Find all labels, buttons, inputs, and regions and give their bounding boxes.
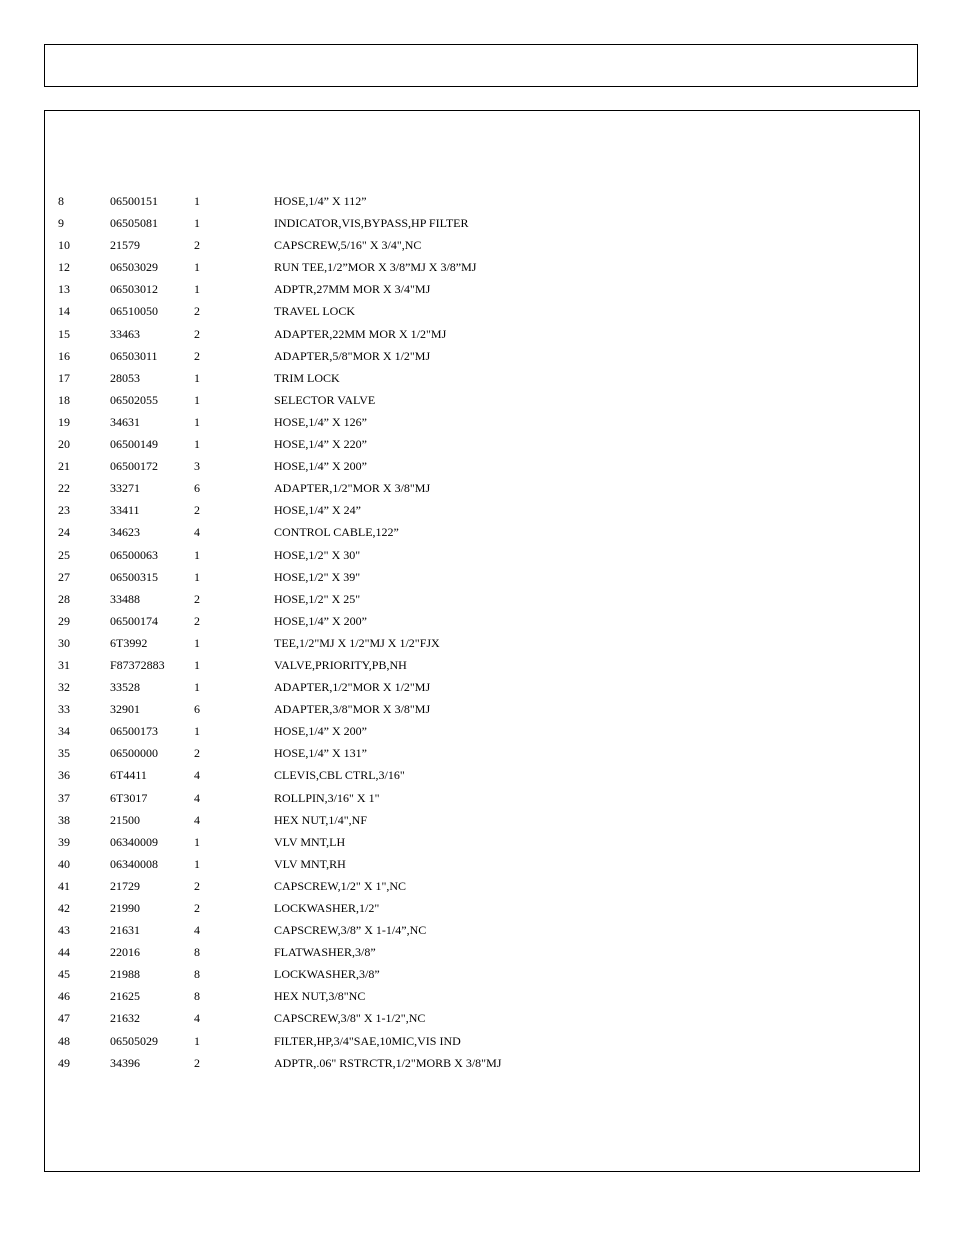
part-number: 34631	[110, 414, 140, 429]
description: CAPSCREW,3/8” X 1-1/4”,NC	[274, 923, 427, 938]
description: HOSE,1/4” X 200”	[274, 459, 367, 474]
description: ROLLPIN,3/16" X 1"	[274, 790, 380, 805]
item-number: 19	[58, 414, 70, 429]
description: CLEVIS,CBL CTRL,3/16"	[274, 768, 405, 783]
quantity: 1	[194, 414, 200, 429]
description: CONTROL CABLE,122”	[274, 525, 399, 540]
part-number: 21632	[110, 1011, 140, 1026]
item-number: 39	[58, 834, 70, 849]
part-number: 06503012	[110, 282, 158, 297]
table-row	[58, 499, 898, 521]
description: ADAPTER,1/2"MOR X 3/8"MJ	[274, 481, 431, 496]
description: HEX NUT,1/4",NF	[274, 812, 368, 827]
quantity: 4	[194, 525, 200, 540]
quantity: 4	[194, 812, 200, 827]
description: ADAPTER,1/2"MOR X 1/2"MJ	[274, 680, 431, 695]
description: ADPTR,.06" RSTRCTR,1/2"MORB X 3/8"MJ	[274, 1055, 502, 1070]
table-row	[58, 234, 898, 256]
table-row	[58, 477, 898, 499]
table-row	[58, 875, 898, 897]
quantity: 1	[194, 370, 200, 385]
item-number: 16	[58, 348, 70, 363]
part-number: 33528	[110, 680, 140, 695]
quantity: 8	[194, 945, 200, 960]
item-number: 45	[58, 967, 70, 982]
item-number: 35	[58, 746, 70, 761]
part-number: 06500063	[110, 547, 158, 562]
quantity: 1	[194, 856, 200, 871]
item-number: 34	[58, 724, 70, 739]
item-number: 22	[58, 481, 70, 496]
part-number: 06505081	[110, 216, 158, 231]
part-number: 34396	[110, 1055, 140, 1070]
part-number: 06340009	[110, 834, 158, 849]
quantity: 2	[194, 613, 200, 628]
description: ADAPTER,3/8"MOR X 3/8"MJ	[274, 702, 431, 717]
quantity: 2	[194, 591, 200, 606]
table-row	[58, 764, 898, 786]
description: HOSE,1/2" X 39"	[274, 569, 361, 584]
quantity: 3	[194, 459, 200, 474]
quantity: 6	[194, 481, 200, 496]
table-row	[58, 323, 898, 345]
quantity: 8	[194, 989, 200, 1004]
item-number: 46	[58, 989, 70, 1004]
table-row	[58, 566, 898, 588]
item-number: 33	[58, 702, 70, 717]
part-number: 06340008	[110, 856, 158, 871]
description: ADAPTER,22MM MOR X 1/2"MJ	[274, 326, 447, 341]
part-number: 34623	[110, 525, 140, 540]
quantity: 4	[194, 923, 200, 938]
table-row	[58, 676, 898, 698]
description: ADPTR,27MM MOR X 3/4"MJ	[274, 282, 431, 297]
description: LOCKWASHER,3/8”	[274, 967, 380, 982]
description: RUN TEE,1/2”MOR X 3/8”MJ X 3/8”MJ	[274, 260, 477, 275]
description: HOSE,1/4” X 200”	[274, 724, 367, 739]
description: FLATWASHER,3/8”	[274, 945, 376, 960]
item-number: 47	[58, 1011, 70, 1026]
table-row	[58, 411, 898, 433]
quantity: 1	[194, 680, 200, 695]
part-number: 06500315	[110, 569, 158, 584]
part-number: 6T4411	[110, 768, 147, 783]
table-row	[58, 985, 898, 1007]
item-number: 18	[58, 392, 70, 407]
description: HOSE,1/2" X 25"	[274, 591, 361, 606]
item-number: 23	[58, 503, 70, 518]
table-row	[58, 610, 898, 632]
description: HOSE,1/4” X 126”	[274, 414, 367, 429]
table-row	[58, 212, 898, 234]
quantity: 2	[194, 503, 200, 518]
part-number: 21729	[110, 878, 140, 893]
quantity: 4	[194, 768, 200, 783]
part-number: 06500172	[110, 459, 158, 474]
item-number: 21	[58, 459, 70, 474]
quantity: 1	[194, 216, 200, 231]
description: HOSE,1/4” X 24”	[274, 503, 361, 518]
description: VALVE,PRIORITY,PB,NH	[274, 657, 407, 672]
part-number: 6T3992	[110, 635, 148, 650]
table-row	[58, 698, 898, 720]
item-number: 42	[58, 901, 70, 915]
table-row	[58, 632, 898, 654]
quantity: 1	[194, 724, 200, 739]
quantity: 2	[194, 746, 200, 761]
description: ADAPTER,5/8"MOR X 1/2"MJ	[274, 348, 431, 363]
table-row	[58, 433, 898, 455]
description: LOCKWASHER,1/2"	[274, 901, 380, 915]
parts-list	[58, 190, 898, 1074]
table-row	[58, 720, 898, 742]
quantity: 1	[194, 547, 200, 562]
description: FILTER,HP,3/4"SAE,10MIC,VIS IND	[274, 1033, 461, 1048]
item-number: 24	[58, 525, 70, 540]
item-number: 14	[58, 304, 70, 319]
table-row	[58, 256, 898, 278]
item-number: 25	[58, 547, 70, 562]
part-number: 21988	[110, 967, 140, 982]
description: VLV MNT,LH	[274, 834, 346, 849]
item-number: 44	[58, 945, 70, 960]
quantity: 4	[194, 790, 200, 805]
part-number: 33488	[110, 591, 140, 606]
description: CAPSCREW,5/16" X 3/4",NC	[274, 238, 422, 253]
item-number: 36	[58, 768, 70, 783]
item-number: 49	[58, 1055, 70, 1070]
item-number: 13	[58, 282, 70, 297]
item-number: 9	[58, 216, 64, 231]
quantity: 1	[194, 834, 200, 849]
part-number: 21579	[110, 238, 140, 253]
table-row	[58, 809, 898, 831]
part-number: 06500151	[110, 194, 158, 208]
item-number: 48	[58, 1033, 70, 1048]
description: TEE,1/2"MJ X 1/2"MJ X 1/2"FJX	[274, 635, 440, 650]
part-number: 28053	[110, 370, 140, 385]
part-number: 21631	[110, 923, 140, 938]
item-number: 27	[58, 569, 70, 584]
quantity: 1	[194, 1033, 200, 1048]
item-number: 28	[58, 591, 70, 606]
table-row	[58, 941, 898, 963]
part-number: 21990	[110, 901, 140, 915]
quantity: 2	[194, 326, 200, 341]
part-number: 06500000	[110, 746, 158, 761]
quantity: 1	[194, 282, 200, 297]
quantity: 1	[194, 657, 200, 672]
quantity: 1	[194, 392, 200, 407]
quantity: 1	[194, 194, 200, 208]
item-number: 29	[58, 613, 70, 628]
part-number: 06503011	[110, 348, 158, 363]
part-number: 06500174	[110, 613, 158, 628]
table-row	[58, 367, 898, 389]
part-number: F87372883	[110, 657, 165, 672]
item-number: 37	[58, 790, 70, 805]
quantity: 2	[194, 238, 200, 253]
table-row	[58, 897, 898, 919]
part-number: 22016	[110, 945, 140, 960]
table-row	[58, 1030, 898, 1052]
description: HOSE,1/4” X 131”	[274, 746, 367, 761]
part-number: 33411	[110, 503, 140, 518]
item-number: 15	[58, 326, 70, 341]
quantity: 6	[194, 702, 200, 717]
table-row	[58, 389, 898, 411]
quantity: 1	[194, 260, 200, 275]
quantity: 2	[194, 304, 200, 319]
quantity: 4	[194, 1011, 200, 1026]
quantity: 2	[194, 878, 200, 893]
header-box	[44, 44, 918, 87]
item-number: 32	[58, 680, 70, 695]
item-number: 40	[58, 856, 70, 871]
description: CAPSCREW,1/2" X 1",NC	[274, 878, 407, 893]
table-row	[58, 300, 898, 322]
item-number: 12	[58, 260, 70, 275]
part-number: 06500149	[110, 437, 158, 452]
part-number: 33463	[110, 326, 140, 341]
part-number: 06502055	[110, 392, 158, 407]
description: SELECTOR VALVE	[274, 392, 376, 407]
table-row	[58, 787, 898, 809]
quantity: 1	[194, 437, 200, 452]
table-row	[58, 588, 898, 610]
quantity: 8	[194, 967, 200, 982]
quantity: 2	[194, 348, 200, 363]
item-number: 20	[58, 437, 70, 452]
item-number: 31	[58, 657, 70, 672]
part-number: 21500	[110, 812, 140, 827]
table-row	[58, 521, 898, 543]
quantity: 2	[194, 901, 200, 915]
description: INDICATOR,VIS,BYPASS,HP FILTER	[274, 216, 469, 231]
description: HOSE,1/4” X 200”	[274, 613, 367, 628]
description: HOSE,1/4” X 220”	[274, 437, 367, 452]
item-number: 8	[58, 194, 64, 208]
table-row	[58, 278, 898, 300]
table-row	[58, 544, 898, 566]
part-number: 6T3017	[110, 790, 148, 805]
table-row	[58, 963, 898, 985]
description: TRIM LOCK	[274, 370, 340, 385]
part-number: 33271	[110, 481, 140, 496]
table-row	[58, 345, 898, 367]
table-row	[58, 190, 898, 212]
item-number: 41	[58, 878, 70, 893]
description: CAPSCREW,3/8" X 1-1/2",NC	[274, 1011, 426, 1026]
item-number: 10	[58, 238, 70, 253]
item-number: 43	[58, 923, 70, 938]
table-row	[58, 1007, 898, 1029]
table-row	[58, 853, 898, 875]
description: HEX NUT,3/8"NC	[274, 989, 366, 1004]
description: HOSE,1/4” X 112”	[274, 194, 367, 208]
description: TRAVEL LOCK	[274, 304, 355, 319]
part-number: 06505029	[110, 1033, 158, 1048]
table-row	[58, 919, 898, 941]
item-number: 17	[58, 370, 70, 385]
item-number: 38	[58, 812, 70, 827]
quantity: 1	[194, 569, 200, 584]
part-number: 32901	[110, 702, 140, 717]
quantity: 2	[194, 1055, 200, 1070]
part-number: 21625	[110, 989, 140, 1004]
description: HOSE,1/2" X 30"	[274, 547, 361, 562]
quantity: 1	[194, 635, 200, 650]
table-row	[58, 742, 898, 764]
item-number: 30	[58, 635, 70, 650]
table-row	[58, 831, 898, 853]
table-row	[58, 1052, 898, 1074]
part-number: 06510050	[110, 304, 158, 319]
table-row	[58, 654, 898, 676]
part-number: 06500173	[110, 724, 158, 739]
part-number: 06503029	[110, 260, 158, 275]
table-row	[58, 455, 898, 477]
description: VLV MNT,RH	[274, 856, 346, 871]
